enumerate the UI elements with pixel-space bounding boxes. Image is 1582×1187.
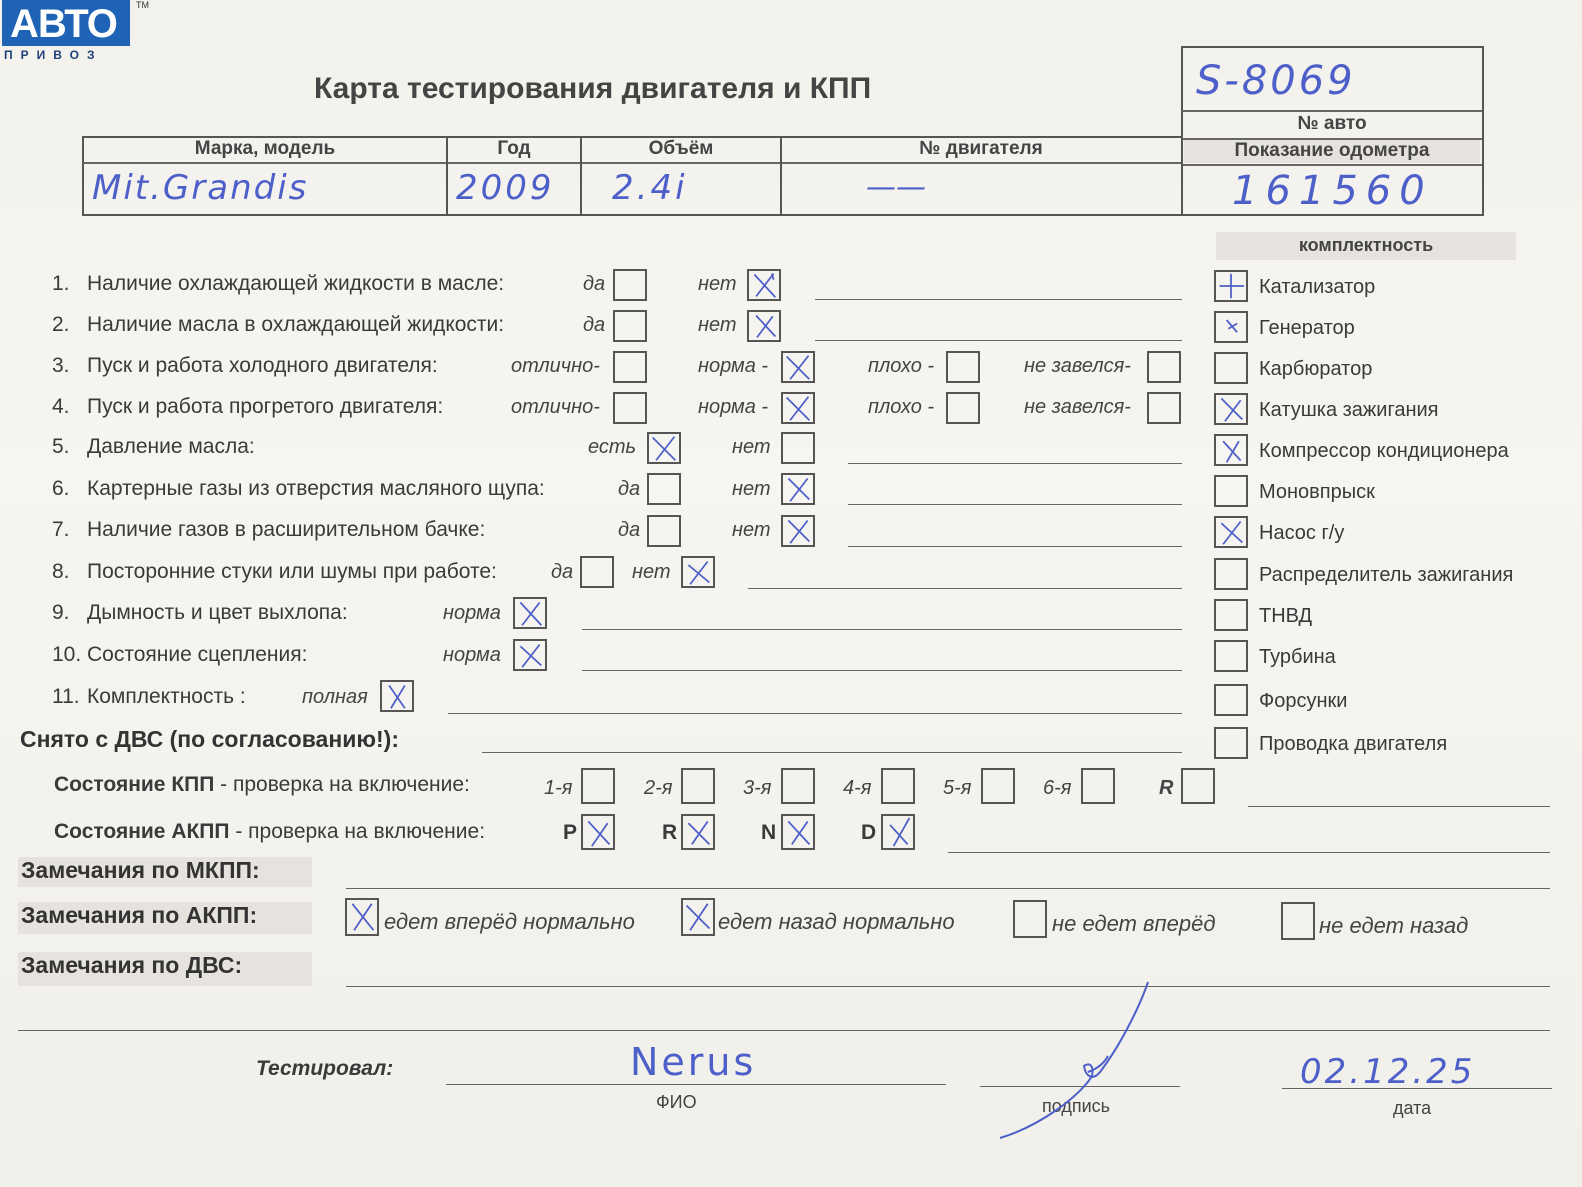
- akpp-gear-p-box[interactable]: [581, 814, 615, 850]
- check-9-normal-box[interactable]: [513, 597, 547, 629]
- logo-sub: ПРИВОЗ: [4, 48, 103, 62]
- kpp-gear-6: 6-я: [1043, 777, 1072, 799]
- check-7-num: 7.: [52, 518, 70, 541]
- check-4-opt-normal: норма -: [698, 396, 769, 418]
- kit-generator-box[interactable]: [1214, 311, 1248, 343]
- check-3-text: Пуск и работа холодного двигателя:: [87, 354, 438, 377]
- check-2-opt-yes: да: [583, 314, 606, 336]
- check-8-num: 8.: [52, 560, 70, 583]
- kpp-gear-2-box[interactable]: [681, 768, 715, 804]
- akpp-no-forward-box[interactable]: [1013, 900, 1047, 938]
- check-2-no-box[interactable]: [747, 310, 781, 342]
- check-11-opt-full: полная: [302, 686, 368, 708]
- check-1-text: Наличие охлаждающей жидкости в масле:: [87, 272, 505, 295]
- check-4-excellent-box[interactable]: [613, 392, 647, 424]
- check-11-full-box[interactable]: [380, 680, 414, 712]
- kpp-gear-6-box[interactable]: [1081, 768, 1115, 804]
- name-label: ФИО: [656, 1092, 697, 1112]
- check-8-opt-no: нет: [632, 561, 671, 583]
- kit-turbine: Турбина: [1259, 646, 1336, 668]
- check-5-yes-box[interactable]: [647, 432, 681, 464]
- kit-ignition-coil-box[interactable]: [1214, 393, 1248, 425]
- kpp-gear-4: 4-я: [843, 777, 872, 799]
- kit-carburetor: Карбюратор: [1259, 358, 1373, 380]
- page-title: Карта тестирования двигателя и КПП: [314, 72, 872, 105]
- akpp-no-reverse: не едет назад: [1319, 913, 1469, 938]
- akpp-gear-n-box[interactable]: [781, 814, 815, 850]
- kit-mono-injection: Моновпрыск: [1259, 481, 1375, 503]
- value-year: 2009: [456, 168, 555, 208]
- check-6-num: 6.: [52, 477, 70, 500]
- check-7-opt-no: нет: [732, 519, 771, 541]
- kpp-gear-5: 5-я: [943, 777, 972, 799]
- check-3-opt-normal: норма -: [698, 355, 769, 377]
- check-7-opt-yes: да: [618, 519, 641, 541]
- header-engine-no: № двигателя: [919, 138, 1043, 159]
- check-2-yes-box[interactable]: [613, 310, 647, 342]
- kpp-gear-3: 3-я: [743, 777, 772, 799]
- date-label: дата: [1393, 1098, 1432, 1118]
- akpp-gear-r-box[interactable]: [681, 814, 715, 850]
- signature: [990, 976, 1160, 1146]
- akpp-label-rest: - проверка на включение:: [229, 820, 486, 843]
- kpp-gear-r-box[interactable]: [1181, 768, 1215, 804]
- header-volume: Объём: [648, 138, 714, 159]
- kit-mono-injection-box[interactable]: [1214, 475, 1248, 507]
- akpp-gear-p: P: [563, 821, 578, 844]
- check-3-opt-nostart: не завелся-: [1024, 355, 1131, 377]
- check-3-num: 3.: [52, 354, 70, 377]
- kpp-gear-1: 1-я: [544, 777, 573, 799]
- check-11-text: Комплектность :: [87, 685, 246, 708]
- value-model: Mit.Grandis: [92, 168, 309, 208]
- akpp-no-forward: не едет вперёд: [1052, 911, 1216, 936]
- kpp-gear-4-box[interactable]: [881, 768, 915, 804]
- check-8-text: Посторонние стуки или шумы при работе:: [87, 560, 497, 583]
- akpp-reverse-ok-box[interactable]: [681, 898, 715, 936]
- akpp-label: [54, 820, 485, 844]
- car-number: S-8069: [1196, 58, 1356, 104]
- check-10-text: Состояние сцепления:: [87, 643, 308, 666]
- check-1-opt-yes: да: [583, 273, 606, 295]
- check-3-nostart-box[interactable]: [1147, 351, 1181, 383]
- header-year: Год: [497, 138, 531, 159]
- odometer-value: 161560: [1232, 168, 1433, 214]
- check-4-normal-box[interactable]: [781, 392, 815, 424]
- check-9-text: Дымность и цвет выхлопа:: [87, 601, 348, 624]
- value-engine-no: ——: [866, 170, 926, 205]
- removed-label: Снято с ДВС (по согласованию!):: [20, 726, 399, 752]
- odometer-label: Показание одометра: [1184, 140, 1480, 163]
- kit-ac-compressor-box[interactable]: [1214, 434, 1248, 466]
- header-model: Марка, модель: [194, 138, 336, 159]
- akpp-gear-r: R: [662, 821, 678, 844]
- check-4-opt-bad: плохо -: [868, 396, 935, 418]
- check-11-num: 11.: [52, 685, 80, 708]
- check-6-text: Картерные газы из отверстия масляного щупа:: [87, 477, 545, 500]
- tested-label: Тестировал:: [256, 1057, 394, 1080]
- car-number-label: № авто: [1297, 113, 1367, 134]
- akpp-gear-d: D: [861, 821, 877, 844]
- kpp-label-bold: Состояние КПП: [54, 773, 215, 796]
- kit-distributor: Распределитель зажигания: [1259, 564, 1514, 586]
- check-4-bad-box[interactable]: [946, 392, 980, 424]
- remarks-dvs-label: Замечания по ДВС:: [18, 952, 312, 986]
- check-9-num: 9.: [52, 601, 70, 624]
- check-8-opt-yes: да: [551, 561, 574, 583]
- kit-ac-compressor: Компрессор кондиционера: [1259, 440, 1509, 462]
- kpp-label-rest: - проверка на включение:: [214, 773, 470, 796]
- check-3-bad-box[interactable]: [946, 351, 980, 383]
- kit-ps-pump: Насос г/у: [1259, 522, 1345, 544]
- check-4-opt-excellent: отлично-: [511, 396, 600, 418]
- logo-tm: TM: [136, 0, 149, 10]
- check-4-text: Пуск и работа прогретого двигателя:: [87, 395, 444, 418]
- value-volume: 2.4i: [612, 168, 688, 208]
- kit-wiring: Проводка двигателя: [1259, 733, 1448, 755]
- check-2-text: Наличие масла в охлаждающей жидкости:: [87, 313, 505, 336]
- logo: [0, 0, 149, 66]
- kit-ignition-coil: Катушка зажигания: [1259, 399, 1439, 421]
- check-5-opt-no: нет: [732, 436, 771, 458]
- check-6-opt-yes: да: [618, 478, 641, 500]
- kit-injection-pump-box[interactable]: [1214, 599, 1248, 631]
- kit-ps-pump-box[interactable]: [1214, 516, 1248, 548]
- check-7-yes-box[interactable]: [647, 515, 681, 547]
- check-3-normal-box[interactable]: [781, 351, 815, 383]
- date-value: 02.12.25: [1300, 1052, 1476, 1092]
- kit-distributor-box[interactable]: [1214, 558, 1248, 590]
- check-5-text: Давление масла:: [87, 435, 255, 458]
- check-8-yes-box[interactable]: [580, 556, 614, 588]
- check-3-opt-excellent: отлично-: [511, 355, 600, 377]
- kpp-gear-5-box[interactable]: [981, 768, 1015, 804]
- check-3-excellent-box[interactable]: [613, 351, 647, 383]
- tester-name: Nerus: [630, 1040, 757, 1084]
- check-2-num: 2.: [52, 313, 70, 336]
- check-1-yes-box[interactable]: [613, 269, 647, 301]
- check-4-nostart-box[interactable]: [1147, 392, 1181, 424]
- check-5-opt-yes: есть: [588, 436, 637, 458]
- check-10-normal-box[interactable]: [513, 639, 547, 671]
- check-4-opt-nostart: не завелся-: [1024, 396, 1131, 418]
- akpp-forward-ok-box[interactable]: [345, 898, 379, 936]
- check-6-yes-box[interactable]: [647, 473, 681, 505]
- check-10-num: 10.: [52, 643, 82, 666]
- check-4-num: 4.: [52, 395, 70, 418]
- akpp-forward-ok: едет вперёд нормально: [384, 909, 635, 934]
- kit-turbine-box[interactable]: [1214, 640, 1248, 672]
- kpp-gear-3-box[interactable]: [781, 768, 815, 804]
- check-9-opt-normal: норма: [443, 602, 501, 624]
- akpp-label-bold: Состояние АКПП: [54, 820, 230, 843]
- remarks-akpp-label: Замечания по АКПП:: [18, 902, 312, 934]
- logo-main: АВТО: [10, 2, 117, 46]
- check-1-opt-no: нет: [698, 273, 737, 295]
- check-1-num: 1.: [52, 272, 70, 295]
- kit-generator: Генератор: [1259, 317, 1355, 339]
- check-7-text: Наличие газов в расширительном бачке:: [87, 518, 486, 541]
- akpp-gear-d-box[interactable]: [881, 814, 915, 850]
- check-7-no-box[interactable]: [781, 515, 815, 547]
- kpp-gear-r: R: [1159, 777, 1174, 799]
- sign-label: подпись: [1042, 1096, 1111, 1116]
- check-3-opt-bad: плохо -: [868, 355, 935, 377]
- akpp-gear-n: N: [761, 821, 777, 844]
- kit-catalyst: Катализатор: [1259, 276, 1376, 298]
- akpp-no-reverse-box[interactable]: [1281, 902, 1315, 940]
- kit-header: комплектность: [1216, 232, 1516, 260]
- check-1-no-box[interactable]: [747, 269, 781, 301]
- check-10-opt-normal: норма: [443, 644, 501, 666]
- check-5-num: 5.: [52, 435, 70, 458]
- akpp-reverse-ok: едет назад нормально: [718, 909, 955, 934]
- check-5-no-box[interactable]: [781, 432, 815, 464]
- kpp-label: [54, 773, 470, 797]
- kit-wiring-box[interactable]: [1214, 727, 1248, 759]
- kpp-gear-1-box[interactable]: [581, 768, 615, 804]
- kit-carburetor-box[interactable]: [1214, 352, 1248, 384]
- kit-catalyst-box[interactable]: [1214, 270, 1248, 302]
- kit-injectors: Форсунки: [1259, 690, 1348, 712]
- check-6-opt-no: нет: [732, 478, 771, 500]
- check-8-no-box[interactable]: [681, 556, 715, 588]
- kpp-gear-2: 2-я: [644, 777, 673, 799]
- kit-injectors-box[interactable]: [1214, 684, 1248, 716]
- kit-injection-pump: ТНВД: [1259, 605, 1313, 627]
- check-6-no-box[interactable]: [781, 473, 815, 505]
- remarks-mkpp-label: Замечания по МКПП:: [18, 857, 312, 887]
- check-2-opt-no: нет: [698, 314, 737, 336]
